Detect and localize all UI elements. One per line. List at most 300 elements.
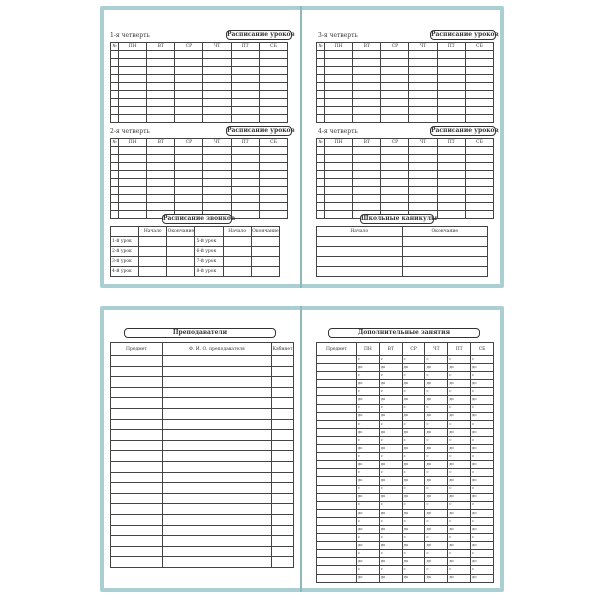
time-from-label: с xyxy=(357,388,380,396)
time-to-label: до xyxy=(471,396,494,404)
time-from-label: с xyxy=(357,501,380,509)
time-from-label: с xyxy=(402,453,425,461)
time-from-label: с xyxy=(402,404,425,412)
time-from-label: с xyxy=(357,436,380,444)
table-row xyxy=(111,366,294,377)
table-row xyxy=(317,420,494,428)
time-from-label: с xyxy=(402,550,425,558)
time-to-label: до xyxy=(471,461,494,469)
time-to-label: до xyxy=(379,477,402,485)
table-row xyxy=(111,267,280,277)
time-from-label: с xyxy=(402,436,425,444)
time-from-label: с xyxy=(357,469,380,477)
col-header: ЧТ xyxy=(425,343,448,356)
bottom-spread xyxy=(100,306,504,592)
time-to-label: до xyxy=(379,558,402,566)
schedule-table-q2 xyxy=(110,138,288,219)
time-from-label: с xyxy=(402,566,425,574)
table-row xyxy=(111,557,294,568)
time-from-label: с xyxy=(402,356,425,364)
time-from-label: с xyxy=(357,420,380,428)
table-row xyxy=(317,534,494,542)
col-header: СБ xyxy=(259,139,287,147)
time-from-label: с xyxy=(471,453,494,461)
time-from-label: с xyxy=(379,550,402,558)
time-from-label: с xyxy=(425,372,448,380)
time-from-label: с xyxy=(402,534,425,542)
table-row xyxy=(111,91,288,99)
table-row xyxy=(317,501,494,509)
table-row xyxy=(111,163,288,171)
bells-title: Расписание звонков xyxy=(163,215,236,222)
time-to-label: до xyxy=(357,558,380,566)
col-header xyxy=(195,227,223,237)
lesson-label: 2-й урок xyxy=(111,247,139,257)
table-row xyxy=(111,195,288,203)
schedule-title-q1: Расписание уроков xyxy=(227,31,295,38)
time-from-label: с xyxy=(425,453,448,461)
table-row xyxy=(317,171,494,179)
time-to-label: до xyxy=(402,558,425,566)
time-to-label: до xyxy=(471,558,494,566)
table-row xyxy=(111,179,288,187)
table-row xyxy=(111,187,288,195)
time-from-label: с xyxy=(471,436,494,444)
time-to-label: до xyxy=(448,412,471,420)
time-to-label: до xyxy=(379,412,402,420)
quarter-2-label: 2-я четверть xyxy=(110,128,150,135)
time-from-label: с xyxy=(379,372,402,380)
table-row xyxy=(317,267,488,277)
time-to-label: до xyxy=(379,428,402,436)
table-row xyxy=(317,404,494,412)
table-header-row xyxy=(317,139,494,147)
table-row xyxy=(317,91,494,99)
lesson-label: 4-й урок xyxy=(111,267,139,277)
col-header: Начало xyxy=(139,227,167,237)
time-to-label: до xyxy=(471,574,494,582)
time-from-label: с xyxy=(357,372,380,380)
time-from-label: с xyxy=(402,469,425,477)
time-to-label: до xyxy=(425,525,448,533)
table-row xyxy=(317,163,494,171)
table-header-row xyxy=(111,343,294,356)
time-from-label: с xyxy=(379,388,402,396)
extra-title: Дополнительные занятия xyxy=(328,328,480,338)
time-to-label: до xyxy=(425,428,448,436)
time-to-label: до xyxy=(448,509,471,517)
table-row xyxy=(111,387,294,398)
time-to-label: до xyxy=(448,558,471,566)
time-from-label: с xyxy=(402,388,425,396)
table-row xyxy=(111,514,294,525)
col-header: ЧТ xyxy=(203,43,231,51)
table-row xyxy=(317,517,494,525)
time-from-label: с xyxy=(425,436,448,444)
time-to-label: до xyxy=(471,445,494,453)
col-header xyxy=(111,227,139,237)
time-from-label: с xyxy=(402,501,425,509)
time-to-label: до xyxy=(425,412,448,420)
holidays-table xyxy=(316,226,488,277)
schedule-title-q4: Расписание уроков xyxy=(431,127,499,134)
lesson-label: 8-й урок xyxy=(195,267,223,277)
time-from-label: с xyxy=(448,404,471,412)
col-header: ПН xyxy=(325,43,353,51)
table-row xyxy=(317,257,488,267)
table-row xyxy=(317,477,494,485)
col-header: ВТ xyxy=(353,139,381,147)
time-to-label: до xyxy=(357,574,380,582)
time-from-label: с xyxy=(471,517,494,525)
table-row xyxy=(317,412,494,420)
table-row xyxy=(111,237,280,247)
left-page-schedules xyxy=(104,10,300,284)
schedule-table-q4 xyxy=(316,138,494,219)
time-from-label: с xyxy=(471,388,494,396)
time-from-label: с xyxy=(402,372,425,380)
table-row xyxy=(111,83,288,91)
time-from-label: с xyxy=(448,534,471,542)
lesson-label: 5-й урок xyxy=(195,237,223,247)
col-header: ПН xyxy=(119,43,147,51)
col-header: ПН xyxy=(119,139,147,147)
col-header: ПТ xyxy=(231,139,259,147)
schedule-table-q3 xyxy=(316,42,494,123)
table-row xyxy=(317,525,494,533)
time-to-label: до xyxy=(357,428,380,436)
col-header: Окончание xyxy=(251,227,279,237)
schedule-table-q1 xyxy=(110,42,288,123)
time-to-label: до xyxy=(448,525,471,533)
time-from-label: с xyxy=(379,517,402,525)
time-to-label: до xyxy=(379,542,402,550)
table-row xyxy=(317,155,494,163)
time-to-label: до xyxy=(471,364,494,372)
time-from-label: с xyxy=(357,356,380,364)
time-to-label: до xyxy=(402,428,425,436)
col-header: СР xyxy=(175,139,203,147)
time-to-label: до xyxy=(402,364,425,372)
col-header: ВТ xyxy=(353,43,381,51)
table-header-row xyxy=(111,139,288,147)
col-header: ПТ xyxy=(437,43,465,51)
time-to-label: до xyxy=(357,380,380,388)
time-to-label: до xyxy=(402,542,425,550)
col-header: ВТ xyxy=(147,139,175,147)
time-to-label: до xyxy=(448,574,471,582)
time-to-label: до xyxy=(379,493,402,501)
col-header: ЧТ xyxy=(203,139,231,147)
time-from-label: с xyxy=(448,356,471,364)
time-to-label: до xyxy=(402,445,425,453)
time-from-label: с xyxy=(471,534,494,542)
table-row xyxy=(111,440,294,451)
table-row xyxy=(317,372,494,380)
table-row xyxy=(317,115,494,123)
time-from-label: с xyxy=(471,485,494,493)
time-from-label: с xyxy=(425,566,448,574)
time-from-label: с xyxy=(448,517,471,525)
col-header: № xyxy=(318,140,323,145)
time-to-label: до xyxy=(425,445,448,453)
col-header: № xyxy=(318,44,323,49)
table-row xyxy=(111,247,280,257)
time-from-label: с xyxy=(425,356,448,364)
table-header-row xyxy=(111,43,288,51)
col-header: СР xyxy=(175,43,203,51)
table-row xyxy=(111,107,288,115)
time-from-label: с xyxy=(425,485,448,493)
table-row xyxy=(317,364,494,372)
table-row xyxy=(111,377,294,388)
lesson-label: 6-й урок xyxy=(195,247,223,257)
col-header: ПТ xyxy=(231,43,259,51)
lesson-label: 3-й урок xyxy=(111,257,139,267)
time-to-label: до xyxy=(357,477,380,485)
time-from-label: с xyxy=(402,485,425,493)
col-header: Ф. И. О. преподавателя xyxy=(163,343,272,356)
time-from-label: с xyxy=(425,534,448,542)
col-header: ВТ xyxy=(379,343,402,356)
table-row xyxy=(317,469,494,477)
time-from-label: с xyxy=(448,372,471,380)
col-header: ПТ xyxy=(437,139,465,147)
time-from-label: с xyxy=(471,501,494,509)
time-to-label: до xyxy=(471,477,494,485)
table-row xyxy=(317,195,494,203)
time-to-label: до xyxy=(425,364,448,372)
col-header: СР xyxy=(381,43,409,51)
time-from-label: с xyxy=(357,534,380,542)
time-from-label: с xyxy=(379,404,402,412)
table-row xyxy=(317,566,494,574)
time-from-label: с xyxy=(402,517,425,525)
col-header: СР xyxy=(402,343,425,356)
time-from-label: с xyxy=(471,356,494,364)
time-from-label: с xyxy=(425,388,448,396)
time-from-label: с xyxy=(379,420,402,428)
table-row xyxy=(111,75,288,83)
col-header: № xyxy=(112,44,117,49)
table-row xyxy=(317,203,494,211)
table-row xyxy=(111,51,288,59)
table-row xyxy=(317,107,494,115)
col-header: СБ xyxy=(259,43,287,51)
table-row xyxy=(317,187,494,195)
time-to-label: до xyxy=(448,493,471,501)
table-row xyxy=(317,51,494,59)
time-to-label: до xyxy=(425,542,448,550)
table-row xyxy=(111,67,288,75)
time-from-label: с xyxy=(379,501,402,509)
table-row xyxy=(111,147,288,155)
table-row xyxy=(317,75,494,83)
table-row xyxy=(317,436,494,444)
time-from-label: с xyxy=(402,420,425,428)
col-header: СБ xyxy=(471,343,494,356)
time-from-label: с xyxy=(448,550,471,558)
table-row xyxy=(111,451,294,462)
time-to-label: до xyxy=(379,380,402,388)
col-header: ПТ xyxy=(448,343,471,356)
table-row xyxy=(111,419,294,430)
time-from-label: с xyxy=(471,566,494,574)
time-to-label: до xyxy=(379,364,402,372)
table-row xyxy=(317,509,494,517)
time-from-label: с xyxy=(379,469,402,477)
table-row xyxy=(317,574,494,582)
time-to-label: до xyxy=(471,412,494,420)
right-page-schedules xyxy=(302,10,500,284)
col-header: Окончание xyxy=(402,227,488,237)
teachers-title: Преподаватели xyxy=(124,328,276,338)
table-row xyxy=(111,203,288,211)
time-to-label: до xyxy=(448,445,471,453)
table-header-row xyxy=(317,43,494,51)
time-to-label: до xyxy=(357,542,380,550)
table-row xyxy=(317,542,494,550)
col-header: № xyxy=(112,140,117,145)
table-row xyxy=(317,179,494,187)
col-header: СБ xyxy=(465,139,493,147)
table-row xyxy=(317,388,494,396)
table-row xyxy=(317,550,494,558)
schedule-title-q3: Расписание уроков xyxy=(431,31,499,38)
time-to-label: до xyxy=(402,380,425,388)
table-row xyxy=(111,257,280,267)
time-to-label: до xyxy=(402,412,425,420)
col-header: Кабинет xyxy=(272,343,294,356)
time-from-label: с xyxy=(448,501,471,509)
time-to-label: до xyxy=(425,461,448,469)
top-spread xyxy=(100,6,504,288)
table-row xyxy=(317,99,494,107)
teachers-table xyxy=(110,342,294,568)
time-to-label: до xyxy=(425,574,448,582)
time-to-label: до xyxy=(448,428,471,436)
time-to-label: до xyxy=(357,525,380,533)
quarter-1-label: 1-я четверть xyxy=(110,32,150,39)
time-from-label: с xyxy=(471,420,494,428)
table-row xyxy=(111,525,294,536)
table-row xyxy=(317,356,494,364)
time-to-label: до xyxy=(425,493,448,501)
time-from-label: с xyxy=(448,453,471,461)
time-to-label: до xyxy=(357,461,380,469)
time-to-label: до xyxy=(425,558,448,566)
table-row xyxy=(111,408,294,419)
lesson-label: 7-й урок xyxy=(195,257,223,267)
table-row xyxy=(111,356,294,367)
col-header: Начало xyxy=(317,227,403,237)
time-to-label: до xyxy=(379,509,402,517)
time-from-label: с xyxy=(448,420,471,428)
table-header-row xyxy=(317,227,488,237)
time-from-label: с xyxy=(379,534,402,542)
time-to-label: до xyxy=(448,364,471,372)
col-header: ВТ xyxy=(147,43,175,51)
table-row xyxy=(111,504,294,515)
bells-table xyxy=(110,226,280,277)
time-to-label: до xyxy=(471,509,494,517)
table-row xyxy=(317,247,488,257)
col-header: ЧТ xyxy=(409,139,437,147)
time-to-label: до xyxy=(402,525,425,533)
col-header: СР xyxy=(381,139,409,147)
time-from-label: с xyxy=(357,404,380,412)
table-row xyxy=(317,428,494,436)
time-to-label: до xyxy=(448,461,471,469)
table-row xyxy=(111,171,288,179)
time-to-label: до xyxy=(425,477,448,485)
time-from-label: с xyxy=(357,566,380,574)
time-to-label: до xyxy=(471,542,494,550)
table-row xyxy=(111,398,294,409)
table-header-row xyxy=(111,227,280,237)
time-from-label: с xyxy=(448,566,471,574)
time-from-label: с xyxy=(379,436,402,444)
table-row xyxy=(317,485,494,493)
time-to-label: до xyxy=(357,493,380,501)
time-to-label: до xyxy=(448,542,471,550)
col-header: Окончание xyxy=(167,227,195,237)
schedule-title-q2: Расписание уроков xyxy=(227,127,295,134)
time-to-label: до xyxy=(471,493,494,501)
time-to-label: до xyxy=(471,428,494,436)
table-row xyxy=(317,83,494,91)
time-to-label: до xyxy=(402,509,425,517)
time-to-label: до xyxy=(448,396,471,404)
time-from-label: с xyxy=(471,372,494,380)
col-header: Начало xyxy=(223,227,251,237)
time-to-label: до xyxy=(402,477,425,485)
time-from-label: с xyxy=(448,436,471,444)
time-from-label: с xyxy=(448,485,471,493)
time-from-label: с xyxy=(471,550,494,558)
time-to-label: до xyxy=(471,380,494,388)
time-from-label: с xyxy=(357,453,380,461)
time-from-label: с xyxy=(425,404,448,412)
table-row xyxy=(111,472,294,483)
table-row xyxy=(111,155,288,163)
time-from-label: с xyxy=(425,501,448,509)
table-row xyxy=(317,558,494,566)
col-header: Предмет xyxy=(111,343,163,356)
table-row xyxy=(317,493,494,501)
time-to-label: до xyxy=(471,525,494,533)
time-to-label: до xyxy=(357,364,380,372)
quarter-3-label: 3-я четверть xyxy=(318,32,358,39)
extra-table xyxy=(316,342,494,583)
time-to-label: до xyxy=(425,509,448,517)
table-row xyxy=(111,461,294,472)
time-from-label: с xyxy=(471,469,494,477)
time-to-label: до xyxy=(448,477,471,485)
time-from-label: с xyxy=(425,550,448,558)
time-to-label: до xyxy=(402,493,425,501)
table-row xyxy=(317,453,494,461)
table-row xyxy=(111,430,294,441)
time-to-label: до xyxy=(357,445,380,453)
time-from-label: с xyxy=(425,469,448,477)
table-row xyxy=(111,483,294,494)
time-from-label: с xyxy=(448,388,471,396)
time-to-label: до xyxy=(357,412,380,420)
time-from-label: с xyxy=(379,485,402,493)
time-from-label: с xyxy=(448,469,471,477)
time-from-label: с xyxy=(471,404,494,412)
